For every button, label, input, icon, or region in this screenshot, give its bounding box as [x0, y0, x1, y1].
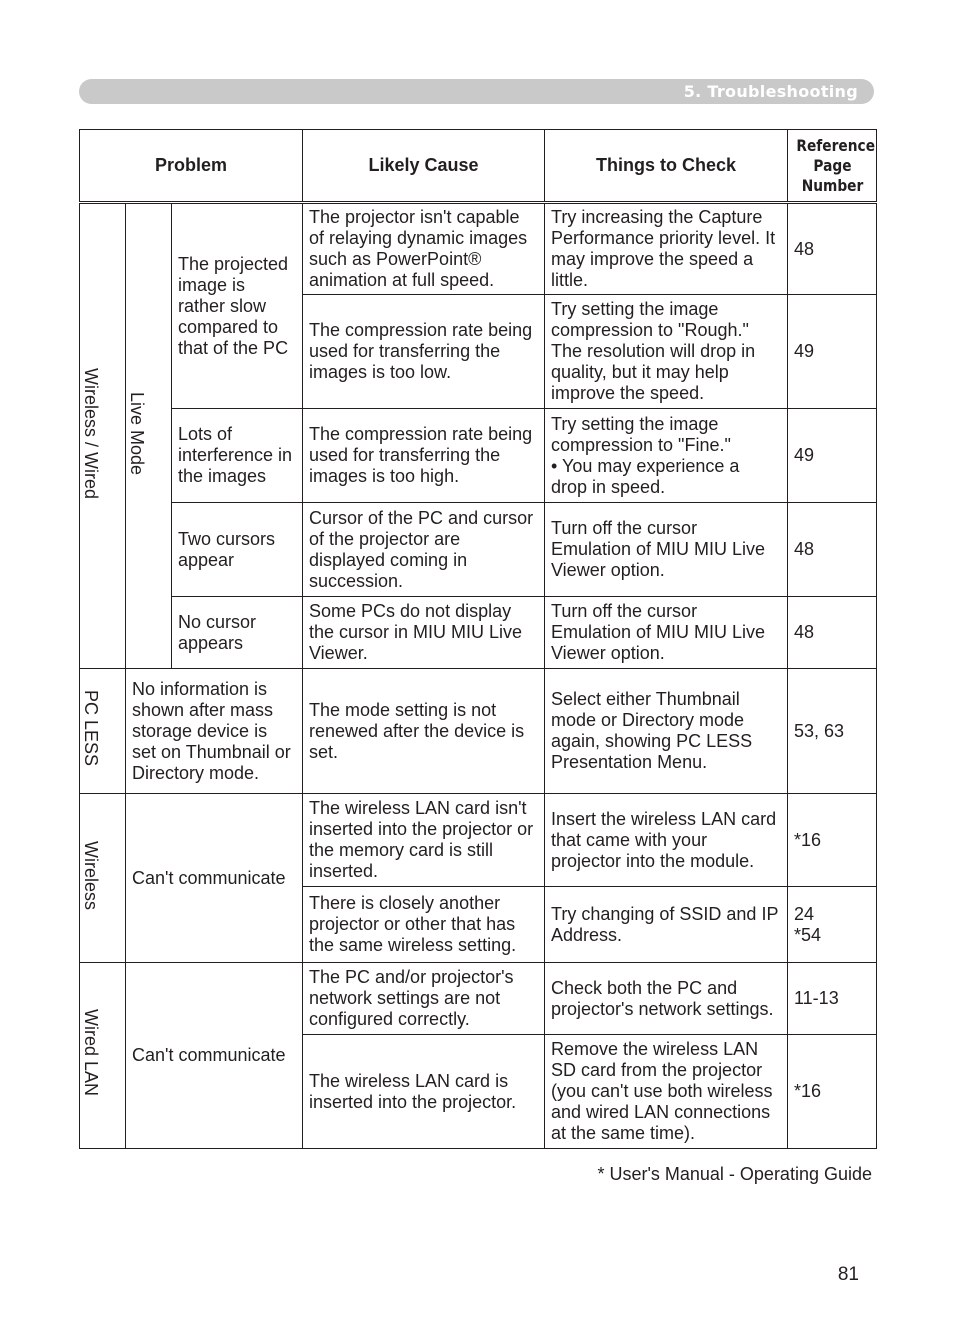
problem-cell: The projected image is rather slow compared to that of the PC [172, 203, 303, 409]
problem-cell: No cursor appears [172, 597, 303, 669]
group-live-mode: Live Mode [126, 203, 172, 669]
group-pc-less: PC LESS [80, 669, 126, 794]
ref-cell: 48 [788, 503, 877, 597]
check-cell: Try setting the image compression to "Rough." The resolution will drop in quality, but it may help improve the speed. [545, 295, 788, 409]
table-row [80, 963, 877, 1035]
cause-cell: The compression rate being used for transferring the images is too low. [303, 295, 545, 409]
ref-cell: 48 [788, 597, 877, 669]
cause-cell: Some PCs do not display the cursor in MIU MIU Live Viewer. [303, 597, 545, 669]
check-cell: Try changing of SSID and IP Address. [545, 887, 788, 963]
check-cell: Check both the PC and projector's network settings. [545, 963, 788, 1035]
problem-cell: Can't communicate [126, 963, 303, 1149]
ref-cell: 53, 63 [788, 669, 877, 794]
cause-cell: The compression rate being used for transferring the images is too high. [303, 409, 545, 503]
table-row [80, 794, 877, 887]
page-number: 81 [837, 1264, 859, 1285]
table-row [80, 503, 877, 597]
ref-cell: 49 [788, 409, 877, 503]
footnote: * User's Manual - Operating Guide [597, 1164, 872, 1184]
table-header-row [80, 130, 877, 203]
check-cell: Try increasing the Capture Performance priority level. It may improve the speed a little. [545, 203, 788, 295]
check-cell: Try setting the image compression to "Fine." • You may experience a drop in speed. [545, 409, 788, 503]
cause-cell: There is closely another projector or other that has the same wireless setting. [303, 887, 545, 963]
header-reference-page: Reference Page Number [794, 130, 871, 203]
check-cell: Turn off the cursor Emulation of MIU MIU Live Viewer option. [545, 503, 788, 597]
table-row [80, 409, 877, 503]
ref-cell: 24 *54 [788, 887, 877, 963]
problem-cell: Lots of interference in the images [172, 409, 303, 503]
header-likely-cause: Likely Cause [303, 130, 545, 203]
header-problem: Problem [80, 130, 303, 203]
section-title: 5. Troubleshooting [683, 82, 858, 101]
header-things-to-check: Things to Check [545, 130, 788, 203]
troubleshooting-table [79, 129, 877, 1149]
ref-cell: *16 [788, 794, 877, 887]
check-cell: Remove the wireless LAN SD card from the projector (you can't use both wireless and wired LAN connections at the same time). [545, 1035, 788, 1149]
section-header-bar [79, 79, 874, 104]
table-row [80, 203, 877, 295]
group-wireless: Wireless [80, 794, 126, 963]
problem-cell: Two cursors appear [172, 503, 303, 597]
cause-cell: Cursor of the PC and cursor of the projector are displayed coming in succession. [303, 503, 545, 597]
table-row [80, 669, 877, 794]
ref-cell: 11-13 [788, 963, 877, 1035]
ref-cell: 49 [788, 295, 877, 409]
cause-cell: The PC and/or projector's network settings are not configured correctly. [303, 963, 545, 1035]
cause-cell: The wireless LAN card isn't inserted into the projector or the memory card is still inserted. [303, 794, 545, 887]
problem-cell: No information is shown after mass storage device is set on Thumbnail or Directory mode. [126, 669, 303, 794]
ref-cell: *16 [788, 1035, 877, 1149]
table-row [80, 597, 877, 669]
group-wireless-wired: Wireless / Wired [80, 203, 126, 669]
cause-cell: The mode setting is not renewed after the device is set. [303, 669, 545, 794]
check-cell: Select either Thumbnail mode or Directory mode again, showing PC LESS Presentation Menu. [545, 669, 788, 794]
group-wired-lan: Wired LAN [80, 963, 126, 1149]
cause-cell: The wireless LAN card is inserted into the projector. [303, 1035, 545, 1149]
check-cell: Turn off the cursor Emulation of MIU MIU Live Viewer option. [545, 597, 788, 669]
ref-cell: 48 [788, 203, 877, 295]
check-cell: Insert the wireless LAN card that came with your projector into the module. [545, 794, 788, 887]
problem-cell: Can't communicate [126, 794, 303, 963]
cause-cell: The projector isn't capable of relaying dynamic images such as PowerPoint® animation at full speed. [303, 203, 545, 295]
